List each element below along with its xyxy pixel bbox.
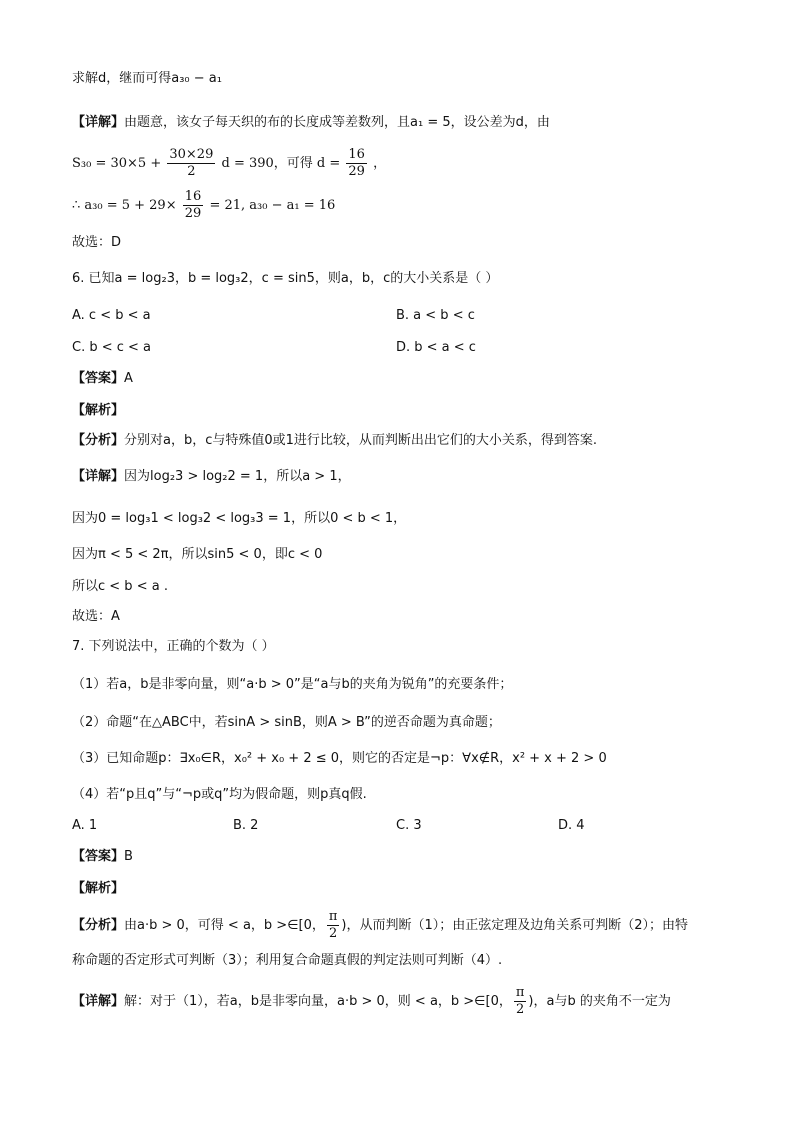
- q6-option-b: B. a < b < c: [396, 308, 475, 323]
- q6-question: 6. 已知a = log₂3，b = log₃2，c = sin5，则a，b，c的大小关系是（ ）: [72, 271, 499, 286]
- sol5-eq2: ∴ a₃₀ = 5 + 29× $\frac{16}{29}$ = 21, a₃₀ − a₁ = 16: [72, 189, 336, 221]
- q7-statement-4: （4）若“p且q”与“¬p或q”均为假命题，则p真q假.: [72, 787, 367, 802]
- q6-choice: 故选：A: [72, 609, 120, 624]
- q7-analysis-heading: 【解析】: [72, 881, 125, 896]
- q6-detail-3: 因为π < 5 < 2π，所以sin5 < 0，即c < 0: [72, 547, 323, 562]
- q7-statement-2: （2）命题“在△ABC中，若sinA > sinB，则A > B”的逆否命题为真命题；: [72, 715, 501, 730]
- q6-analysis-heading: 【解析】: [72, 403, 125, 418]
- q6-detail-1: 【详解】因为log₂3 > log₂2 = 1，所以a > 1，: [72, 469, 351, 484]
- q6-detail-2: 因为0 = log₃1 < log₃2 < log₃3 = 1，所以0 < b < 1，: [72, 511, 407, 526]
- q7-statement-1: （1）若a，b是非零向量，则“a·b > 0”是“a与b的夹角为锐角”的充要条件；: [72, 677, 513, 692]
- sol5-intro: 求解d，继而可得a₃₀ − a₁: [72, 71, 222, 86]
- q7-option-b: B. 2: [233, 818, 259, 833]
- q6-detail-4: 所以c < b < a .: [72, 579, 168, 594]
- sol5-choice: 故选：D: [72, 235, 122, 250]
- q7-detail: 【详解】解：对于（1），若a，b是非零向量，a·b > 0，则 < a，b >∈[0， $\frac{\pi}{2}$ )，a与b 的夹角不一定为: [72, 985, 671, 1017]
- q7-option-c: C. 3: [396, 818, 422, 833]
- q7-question: 7. 下列说法中，正确的个数为（ ）: [72, 639, 275, 654]
- q7-fenxi-2: 称命题的否定形式可判断（3）；利用复合命题真假的判定法则可判断（4）.: [72, 953, 503, 968]
- q6-option-d: D. b < a < c: [396, 340, 476, 355]
- q7-statement-3: （3）已知命题p：∃x₀∈R，x₀² + x₀ + 2 ≤ 0，则它的否定是¬p：∀x∉R，x² + x + 2 > 0: [72, 751, 607, 766]
- q6-fenxi: 【分析】分别对a，b，c与特殊值0或1进行比较，从而判断出出它们的大小关系，得到答案.: [72, 433, 598, 448]
- q7-option-a: A. 1: [72, 818, 98, 833]
- q6-option-c: C. b < c < a: [72, 340, 152, 355]
- sol5-detail: 【详解】由题意，该女子每天织的布的长度成等差数列，且a₁ = 5，设公差为d，由: [72, 115, 550, 130]
- q6-option-a: A. c < b < a: [72, 308, 151, 323]
- q7-fenxi-1: 【分析】由a·b > 0，可得 < a，b >∈[0， $\frac{\pi}{2}$ )，从而判断（1）；由正弦定理及边角关系可判断（2）；由特: [72, 909, 689, 941]
- sol5-eq1: S₃₀ = 30×5 + $\frac{30\times 29}{2}$ d = 390，可得 d = $\frac{16}{29}$ ，: [72, 147, 387, 179]
- q7-answer: 【答案】B: [72, 849, 133, 864]
- q6-answer: 【答案】A: [72, 371, 133, 386]
- q7-option-d: D. 4: [558, 818, 585, 833]
